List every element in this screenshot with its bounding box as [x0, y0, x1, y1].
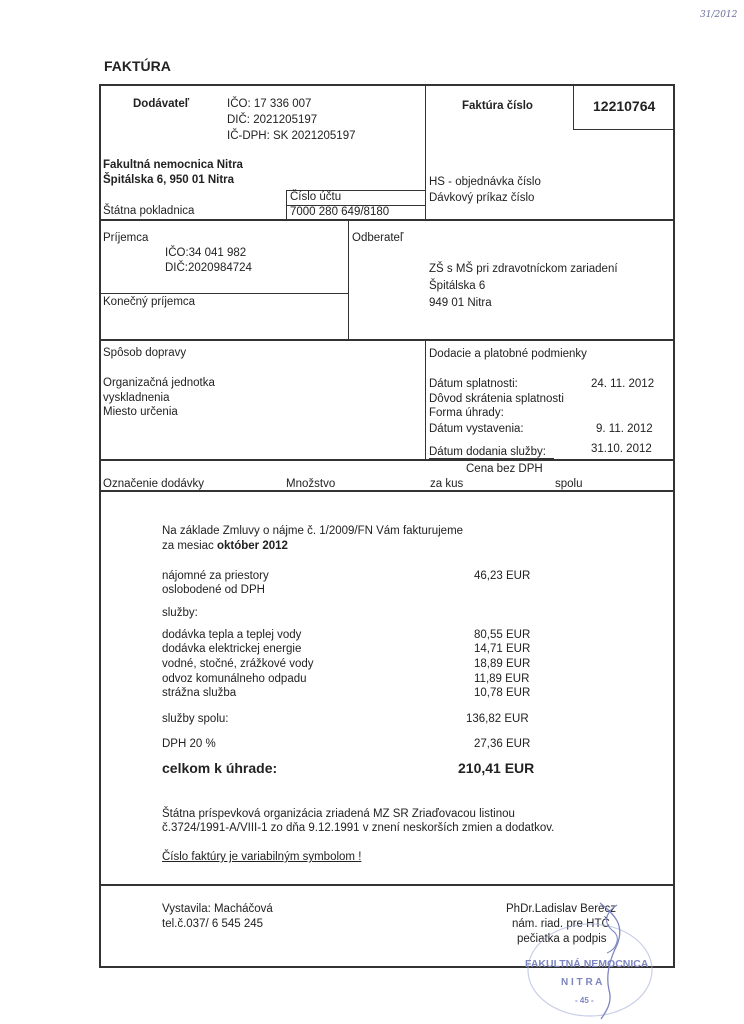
column-quantity: Množstvo: [286, 478, 336, 490]
handwritten-note: 31/2012: [700, 10, 738, 20]
invoice-number-label: Faktúra číslo: [462, 100, 533, 112]
org-unit-label: Organizačná jednotka: [103, 377, 215, 389]
shortening-reason-label: Dôvod skrátenia splatnosti: [429, 393, 564, 405]
customer-label: Odberateľ: [352, 232, 404, 244]
stamp-icon: [505, 895, 665, 1020]
issue-date-label: Dátum vystavenia:: [429, 423, 524, 435]
legal-line-2: č.3724/1991-A/VIII-1 zo dňa 9.12.1991 v znení neskorších zmien a dodatkov.: [162, 822, 555, 834]
service-label: dodávka elektrickej energie: [162, 643, 302, 655]
intro-month: október 2012: [216, 540, 288, 552]
variable-symbol-note: Číslo faktúry je variabilným symbolom !: [162, 851, 362, 863]
hs-order-label: HS - objednávka číslo: [429, 176, 541, 188]
grand-total-value: 210,41 EUR: [458, 760, 535, 776]
transport-label: Spôsob dopravy: [103, 347, 187, 359]
column-price-header: Cena bez DPH: [466, 463, 543, 475]
stamp-text-2: N I T R A: [561, 977, 603, 988]
stamp-sign-label: pečiatka a podpis: [517, 933, 607, 945]
payment-form-label: Forma úhrady:: [429, 407, 504, 419]
services-total-label: služby spolu:: [162, 713, 229, 725]
customer-street: Špitálska 6: [429, 280, 486, 292]
service-label: dodávka tepla a teplej vody: [162, 629, 302, 641]
account-value: 7000 280 649/8180: [290, 206, 390, 218]
stamp-text-1: FAKULTNÁ NEMOCNICA: [525, 958, 649, 970]
customer-name: ZŠ s MŠ pri zdravotníckom zariadení: [429, 263, 618, 275]
issue-date-value: 9. 11. 2012: [596, 423, 653, 435]
recipient-label: Príjemca: [103, 232, 149, 244]
service-value: 18,89 EUR: [474, 658, 531, 670]
supplier-ico: IČO: 17 336 007: [227, 98, 312, 110]
document-title: FAKTÚRA: [104, 58, 171, 74]
service-label: odvoz komunálneho odpadu: [162, 673, 307, 685]
account-label: Číslo účtu: [290, 191, 342, 203]
services-total-value: 136,82 EUR: [466, 713, 529, 725]
customer-city: 949 01 Nitra: [429, 297, 492, 309]
rent-value: 46,23 EUR: [474, 570, 531, 582]
destination-label: Miesto určenia: [103, 406, 178, 418]
intro-line-1: Na základe Zmluvy o nájme č. 1/2009/FN Vám fakturujeme: [162, 525, 464, 537]
org-unit-label-2: vyskladnenia: [103, 392, 170, 404]
due-date-value: 24. 11. 2012: [591, 378, 655, 390]
signer-role: nám. riad. pre HTČ: [512, 918, 610, 930]
signer-name: PhDr.Ladislav Berecz: [506, 903, 616, 915]
stamp-text-3: - 45 -: [575, 996, 594, 1005]
column-per-unit: za kus: [430, 478, 464, 490]
invoice-number: 12210764: [593, 98, 656, 114]
service-value: 80,55 EUR: [474, 629, 531, 641]
column-total: spolu: [555, 478, 583, 490]
supplier-dic: DIČ: 2021205197: [227, 114, 318, 126]
supplier-address: Špitálska 6, 950 01 Nitra: [103, 174, 235, 186]
delivery-date-label: Dátum dodania služby:: [429, 446, 546, 458]
treasury-label: Štátna pokladnica: [103, 205, 195, 217]
service-label: strážna služba: [162, 687, 237, 699]
delivery-date-value: 31.10. 2012: [591, 443, 652, 455]
rent-label: nájomné za priestory: [162, 570, 269, 582]
supplier-icdph: IČ-DPH: SK 2021205197: [227, 130, 356, 142]
services-label: služby:: [162, 607, 198, 619]
legal-line-1: Štátna príspevková organizácia zriadená MZ SR Zriaďovacou listinou: [162, 808, 515, 820]
vat-value: 27,36 EUR: [474, 738, 531, 750]
service-value: 11,89 EUR: [474, 673, 530, 685]
intro-line-2: za mesiac október 2012: [162, 540, 288, 552]
supplier-name: Fakultná nemocnica Nitra: [103, 159, 243, 171]
terms-label: Dodacie a platobné podmienky: [429, 348, 587, 360]
service-value: 14,71 EUR: [474, 643, 531, 655]
due-date-label: Dátum splatnosti:: [429, 378, 518, 390]
column-designation: Označenie dodávky: [103, 478, 205, 490]
issuer-phone: tel.č.037/ 6 545 245: [162, 918, 264, 930]
recipient-dic: DIČ:2020984724: [165, 262, 252, 274]
service-label: vodné, stočné, zrážkové vody: [162, 658, 314, 670]
vat-label: DPH 20 %: [162, 738, 216, 750]
service-value: 10,78 EUR: [474, 687, 531, 699]
supplier-label: Dodávateľ: [133, 98, 190, 110]
issued-by: Vystavila: Macháčová: [162, 903, 273, 915]
rent-exempt-label: oslobodené od DPH: [162, 584, 265, 596]
final-recipient-label: Konečný príjemca: [103, 296, 196, 308]
recipient-ico: IČO:34 041 982: [165, 247, 247, 259]
grand-total-label: celkom k úhrade:: [162, 760, 278, 776]
batch-order-label: Dávkový príkaz číslo: [429, 192, 535, 204]
